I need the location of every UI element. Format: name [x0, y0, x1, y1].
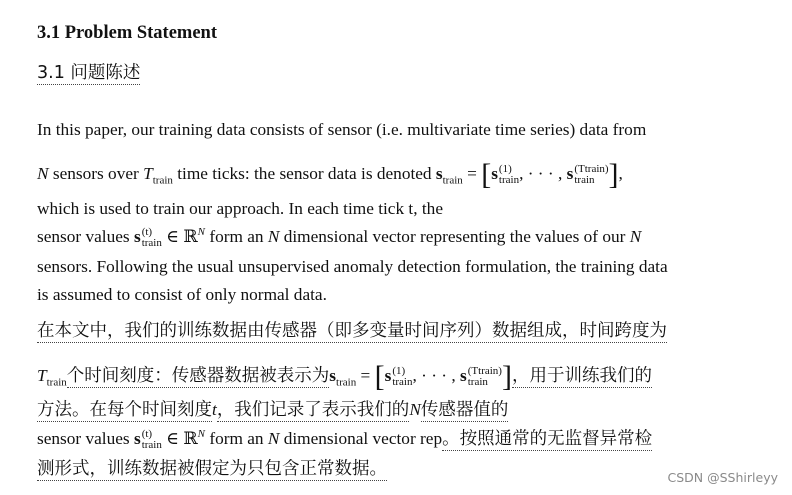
- left-bracket: [: [481, 158, 492, 192]
- cn-right-bracket: ]: [501, 360, 512, 394]
- para-cn-line-3: 方法。在每个时间刻度t，我们记录了表示我们的N传感器值的: [37, 400, 509, 420]
- para-en-line-1: In this paper, our training data consists of sensor (i.e. multivariate time series) data from: [37, 120, 647, 139]
- vec-s2: s: [566, 164, 574, 183]
- cn-s-train: s: [329, 366, 337, 385]
- cn-left-bracket: [: [374, 360, 385, 394]
- para-en-line-5: sensors. Following the usual unsupervised anomaly detection formulation, the training data: [37, 257, 668, 276]
- para-en-line-2: N sensors over $T_{train}$ time ticks: the sensor data is denoted $s_{train} = [s$ (1) train , · · · , s (Ttrain) train ],: [37, 158, 623, 192]
- para-cn-line-4: sensor values s (t) train ∈ ℝ$^N$ form an N dimensional vector rep。按照通常的无监督异常检: [37, 428, 653, 452]
- para-cn-line-2: $T_{train}$个时间刻度：传感器数据被表示为$s_{train} = [s$ (1) train , · · · , s (Ttrain) train ]，用于训练我们的: [37, 360, 652, 394]
- section-heading-cn: 3.1 问题陈述: [37, 63, 141, 83]
- para-cn-line-1: 在本文中，我们的训练数据由传感器（即多变量时间序列）数据组成，时间跨度为: [37, 321, 667, 341]
- section-heading: 3.1 Problem Statement: [37, 23, 217, 43]
- vec-s1: s: [491, 164, 498, 183]
- para-en-line-3: which is used to train our approach. In each time tick t, the: [37, 199, 443, 218]
- para-en-line-6: is assumed to consist of only normal data.: [37, 285, 327, 304]
- para-cn-line-5: 测形式，训练数据被假定为只包含正常数据。: [37, 459, 387, 479]
- sensor-s: s: [133, 227, 141, 246]
- cn-vec-s1: s: [384, 366, 392, 385]
- para-en-line-4: sensor values s (t) train ∈ ℝ$^N$ form an N dimensional vector representing the values of our N: [37, 226, 642, 250]
- cn-sensor-s: s: [133, 429, 141, 448]
- right-bracket: ]: [608, 158, 619, 192]
- cn-vec-s2: s: [460, 366, 467, 385]
- csdn-watermark: CSDN @SShirleyy: [667, 470, 778, 485]
